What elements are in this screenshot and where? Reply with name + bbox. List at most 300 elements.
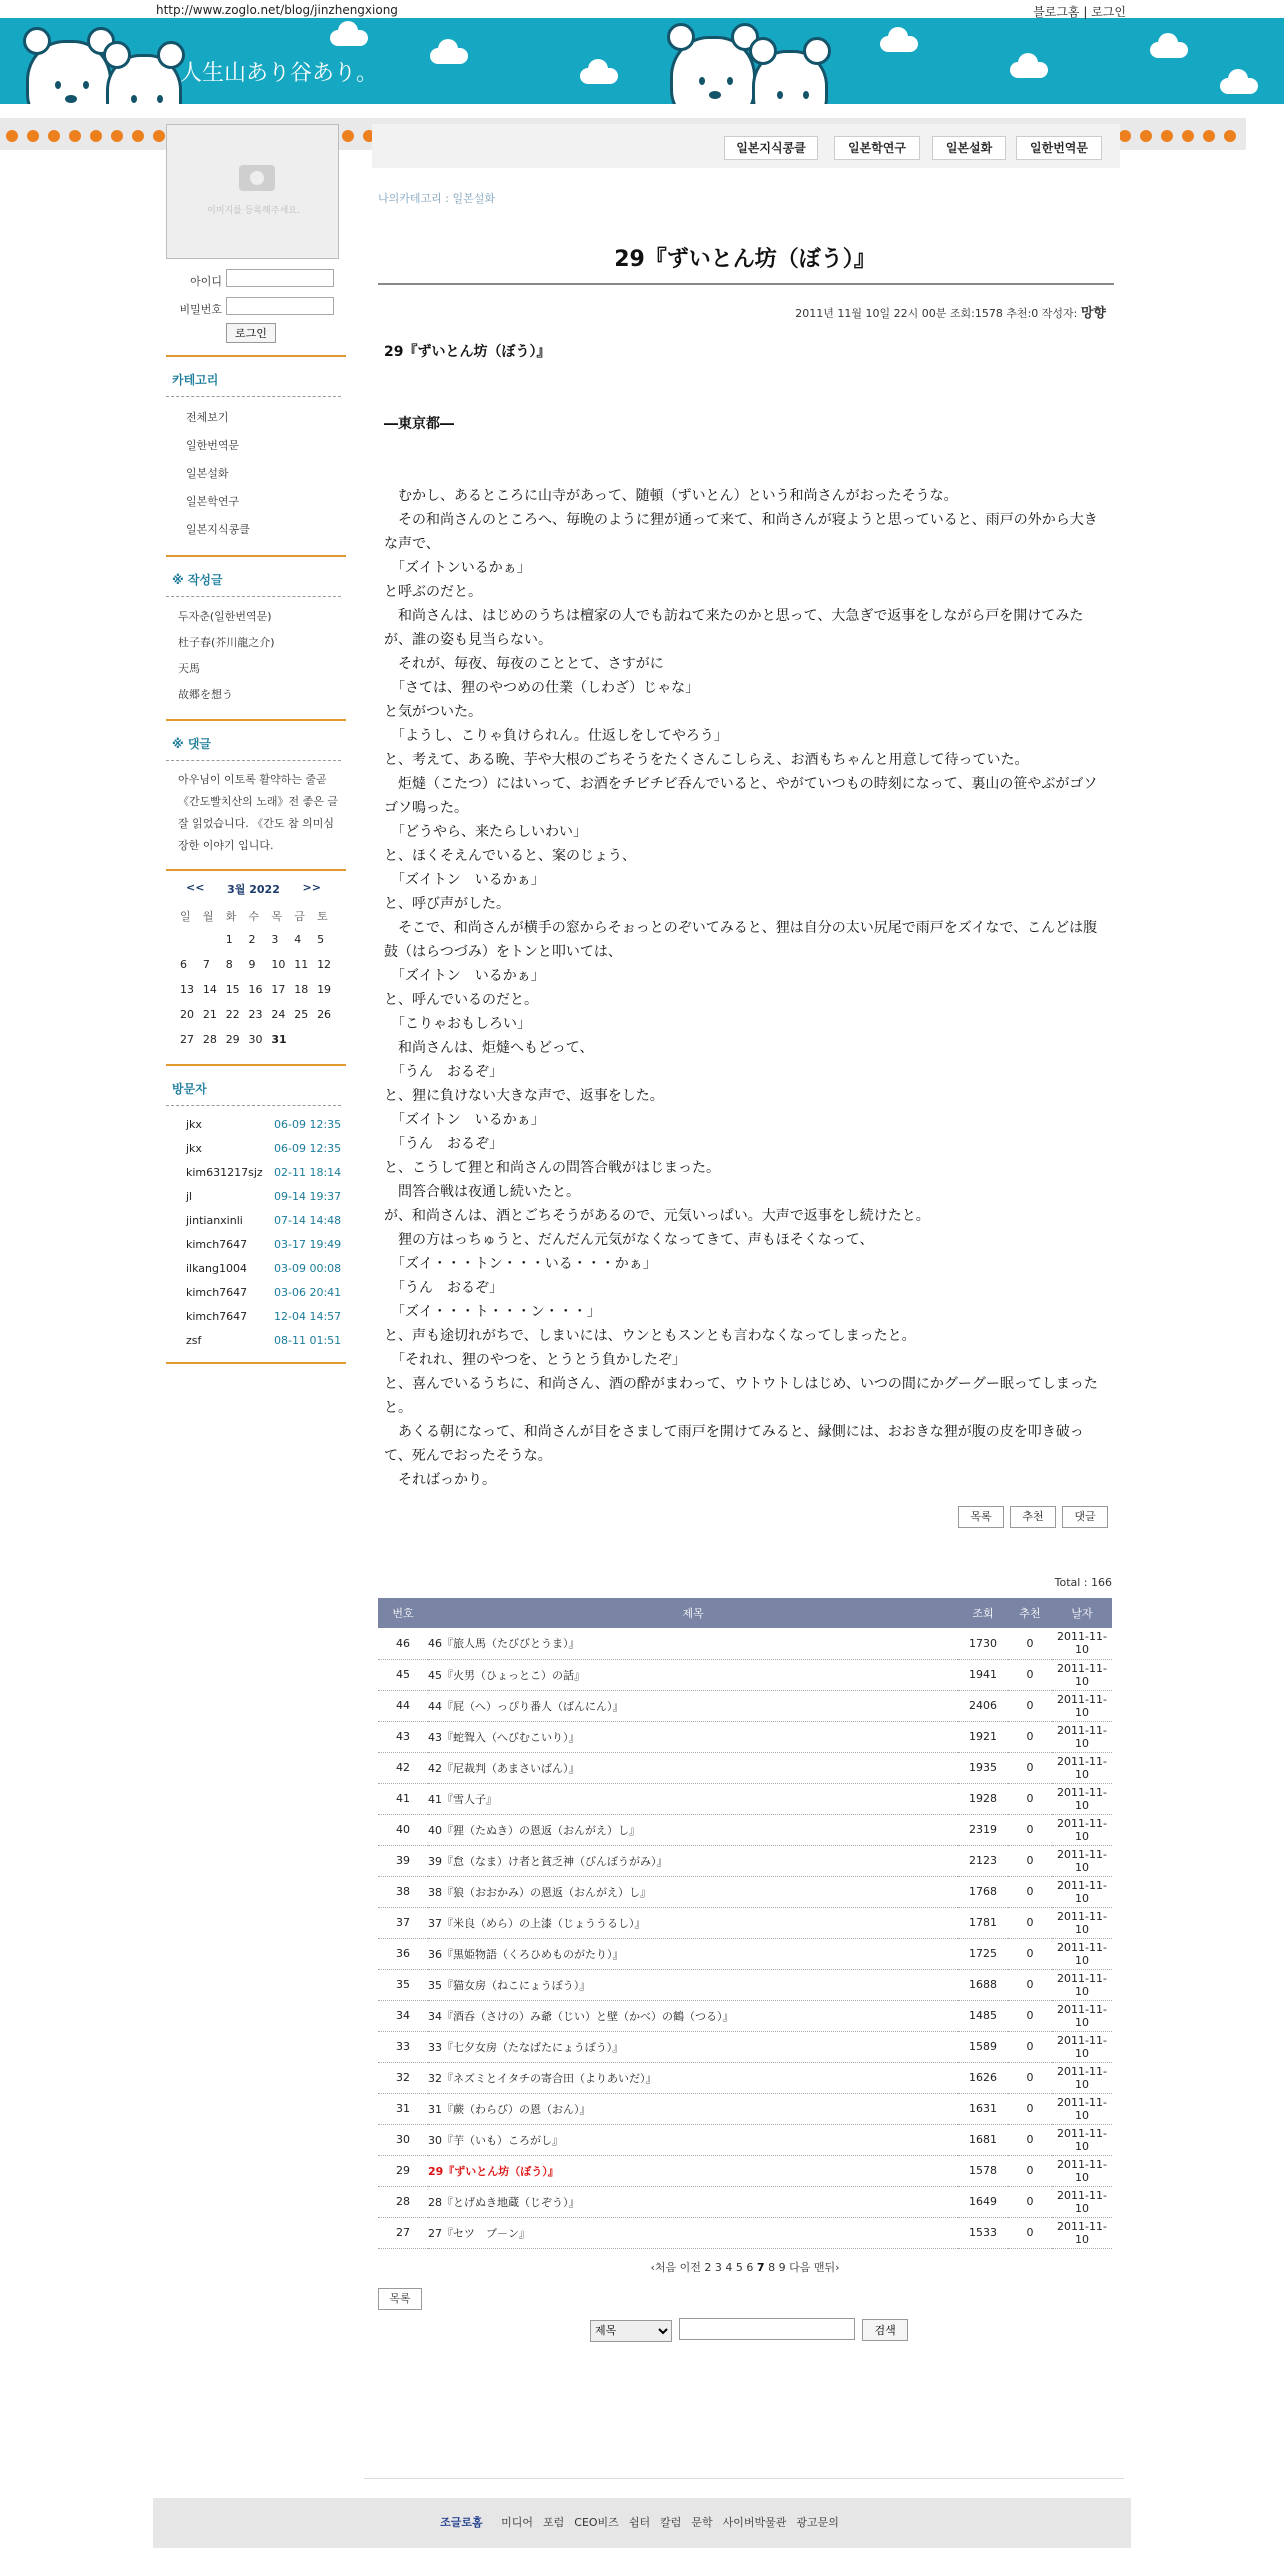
link-separator: | (1083, 5, 1088, 19)
ring-icon (27, 130, 39, 142)
footer-links (496, 2516, 844, 2529)
row-title[interactable]: 30『芋（いも）ころがし』 (428, 2124, 958, 2155)
calendar-day (203, 927, 226, 952)
visitor-row (166, 1112, 346, 1136)
row-recommends: 0 (1008, 1628, 1052, 1659)
visitor-name[interactable]: jkx (186, 1141, 202, 1155)
ring-icon (132, 130, 144, 142)
ring-icon (69, 130, 81, 142)
ring-icon (6, 130, 18, 142)
row-title[interactable]: 31『蕨（わらび）の恩（おん）』 (428, 2093, 958, 2124)
visitor-date: 02-11 18:14 (274, 1165, 342, 1179)
row-views: 1768 (958, 1876, 1008, 1907)
row-number: 39 (378, 1845, 428, 1876)
row-recommends: 0 (1008, 1907, 1052, 1938)
row-title[interactable]: 34『酒呑（さけの）み爺（じい）と壁（かべ）の鶴（つる）』 (428, 2000, 958, 2031)
table-row[interactable] (378, 1690, 1112, 1721)
recommend-button[interactable]: 추천 (1010, 1506, 1056, 1528)
sidebar (166, 124, 346, 1364)
row-date: 2011-11-10 (1052, 1690, 1112, 1721)
id-input[interactable] (226, 269, 334, 287)
table-row[interactable] (378, 1876, 1112, 1907)
calendar-day[interactable]: 3 (271, 933, 279, 946)
row-recommends: 0 (1008, 2000, 1052, 2031)
page-number-link[interactable]: 2 (704, 2261, 712, 2274)
cloud-icon (330, 30, 368, 46)
divider (166, 719, 346, 721)
calendar-day[interactable]: 1 (225, 933, 233, 946)
search-input[interactable] (679, 2318, 855, 2340)
row-number: 33 (378, 2031, 428, 2062)
calendar-day[interactable]: 11 (294, 958, 309, 971)
search-field-select[interactable] (590, 2320, 672, 2342)
row-views: 1921 (958, 1721, 1008, 1752)
row-views: 1781 (958, 1907, 1008, 1938)
divider (166, 1064, 346, 1066)
post-meta (378, 302, 1106, 321)
visitor-row (166, 1160, 346, 1184)
row-views: 1681 (958, 2124, 1008, 2155)
calendar-weekday: 월 (202, 910, 214, 923)
table-row[interactable] (378, 2093, 1112, 2124)
calendar-day[interactable]: 6 (180, 958, 187, 971)
calendar-day[interactable]: 29 (225, 1033, 240, 1046)
calendar-week (180, 1027, 340, 1052)
search-bar (590, 2318, 908, 2342)
visitor-row (166, 1208, 346, 1232)
post-total: Total : 166 (1054, 1576, 1112, 1589)
visitor-date: 03-06 20:41 (274, 1285, 342, 1299)
row-date: 2011-11-10 (1052, 1783, 1112, 1814)
post-place: ―東京都― (384, 416, 454, 432)
menu-item[interactable]: 일한번역문 (1016, 136, 1102, 160)
row-recommends: 0 (1008, 1876, 1052, 1907)
row-date: 2011-11-10 (1052, 1907, 1112, 1938)
post-author[interactable]: 망향 (1080, 306, 1106, 321)
row-views: 1935 (958, 1752, 1008, 1783)
footer-link[interactable]: 사이버박물관 (722, 2516, 787, 2529)
table-row[interactable] (378, 2000, 1112, 2031)
table-row[interactable] (378, 2062, 1112, 2093)
calendar-day[interactable]: 4 (294, 933, 302, 946)
recent-post-item[interactable]: 두자춘(일한번역문) (178, 610, 272, 623)
category-item[interactable]: 전체보기 (186, 411, 229, 424)
cloud-icon (1010, 62, 1048, 78)
recent-comment[interactable]: 아우님이 이토록 활약하는 줄곧 《간도빨치산의 노래》전 좋은 글 잘 읽었습니다. 《간도 참 의미심장한 이야기 입니다. (178, 773, 339, 852)
page-last[interactable]: 맨뒤› (813, 2261, 840, 2274)
calendar-weekday: 수 (248, 910, 260, 923)
top-links (1033, 3, 1126, 20)
row-number: 44 (378, 1690, 428, 1721)
search-button[interactable]: 검색 (862, 2319, 908, 2341)
row-title[interactable]: 35『猫女房（ねこにょうぼう）』 (428, 1969, 958, 2000)
calendar-week (180, 952, 340, 977)
table-row[interactable] (378, 2186, 1112, 2217)
blog-title[interactable]: 人生山あり谷あり。 (180, 61, 379, 86)
footer-link[interactable]: CEO비즈 (574, 2516, 619, 2529)
row-number: 28 (378, 2186, 428, 2217)
row-number: 32 (378, 2062, 428, 2093)
row-title[interactable]: 41『雪人子』 (428, 1783, 958, 1814)
category-menu (372, 124, 1120, 168)
row-title[interactable]: 43『蛇聟入（へびむこいり）』 (428, 1721, 958, 1752)
row-number: 45 (378, 1659, 428, 1690)
password-input[interactable] (226, 297, 334, 315)
table-row[interactable] (378, 1814, 1112, 1845)
header-edge (1246, 118, 1284, 150)
calendar-week (180, 977, 340, 1002)
table-row[interactable] (378, 2031, 1112, 2062)
column-header: 제목 (428, 1598, 958, 1628)
calendar-day[interactable]: 23 (248, 1008, 263, 1021)
row-recommends: 0 (1008, 1721, 1052, 1752)
row-date: 2011-11-10 (1052, 1721, 1112, 1752)
comments-title: ※ 댓글 (172, 737, 212, 751)
table-row[interactable] (378, 2155, 1112, 2186)
visitor-date: 09-14 19:37 (274, 1189, 342, 1203)
calendar-week (180, 1002, 340, 1027)
visitor-row (166, 1136, 346, 1160)
row-views: 2123 (958, 1845, 1008, 1876)
table-row[interactable] (378, 1938, 1112, 1969)
row-date: 2011-11-10 (1052, 2093, 1112, 2124)
calendar-weekday: 일 (180, 910, 191, 923)
row-title[interactable]: 32『ネズミとイタチの寄合田（よりあいだ）』 (428, 2062, 958, 2093)
post-title: 29『ずいとん坊（ぼう）』 (614, 247, 876, 272)
footer-link[interactable]: 미디어 (501, 2516, 533, 2529)
pw-label: 비밀번호 (179, 303, 222, 316)
row-title[interactable]: 37『米良（めら）の上漆（じょううるし）』 (428, 1907, 958, 1938)
page-number-link[interactable]: 8 (768, 2261, 776, 2274)
footer (153, 2498, 1131, 2548)
visitor-name[interactable]: zsf (186, 1333, 202, 1347)
category-item[interactable]: 일본학연구 (186, 495, 240, 508)
row-number: 29 (378, 2155, 428, 2186)
comment-button[interactable]: 댓글 (1062, 1506, 1108, 1528)
row-number: 38 (378, 1876, 428, 1907)
footer-link[interactable]: 칼럼 (660, 2516, 682, 2529)
calendar-week (180, 927, 340, 952)
ring-icon (90, 130, 102, 142)
row-views: 1485 (958, 2000, 1008, 2031)
row-date: 2011-11-10 (1052, 2000, 1112, 2031)
table-row[interactable] (378, 1752, 1112, 1783)
profile-photo (166, 124, 339, 259)
row-title[interactable]: 44『屁（へ）っぴり番人（ばんにん）』 (428, 1690, 958, 1721)
row-number: 43 (378, 1721, 428, 1752)
menu-item[interactable]: 일본학연구 (834, 136, 920, 160)
blog-url[interactable]: http://www.zoglo.net/blog/jinzhengxiong (156, 3, 398, 17)
calendar-weekday: 화 (225, 910, 237, 923)
visitor-list (166, 1112, 346, 1352)
recent-post-item[interactable]: 杜子春(芥川龍之介) (178, 636, 275, 649)
visitor-date: 06-09 12:35 (274, 1117, 342, 1131)
bottom-list-button[interactable]: 목록 (378, 2288, 422, 2310)
row-title[interactable]: 39『怠（なま）け者と貧乏神（びんぼうがみ）』 (428, 1845, 958, 1876)
ring-icon (111, 130, 123, 142)
row-recommends: 0 (1008, 1938, 1052, 1969)
footer-link[interactable]: 문학 (691, 2516, 713, 2529)
calendar-day[interactable]: 26 (317, 1008, 332, 1021)
calendar-day[interactable]: 18 (294, 983, 309, 996)
calendar-day (180, 927, 203, 952)
row-title[interactable]: 28『とげぬき地蔵（じぞう）』 (428, 2186, 958, 2217)
post-list-table (378, 1598, 1112, 2249)
calendar-day[interactable]: 8 (225, 958, 233, 971)
visitor-date: 07-14 14:48 (274, 1213, 342, 1227)
row-views: 2406 (958, 1690, 1008, 1721)
row-number: 27 (378, 2217, 428, 2248)
ring-icon (1161, 130, 1173, 142)
ring-icon (1140, 130, 1152, 142)
divider (166, 555, 346, 557)
column-header: 추천 (1008, 1598, 1052, 1628)
ring-icon (48, 130, 60, 142)
page-number-link[interactable]: 3 (714, 2261, 722, 2274)
footer-link[interactable]: 광고문의 (796, 2516, 839, 2529)
cloud-icon (880, 36, 918, 52)
row-number: 41 (378, 1783, 428, 1814)
row-number: 31 (378, 2093, 428, 2124)
row-views: 1631 (958, 2093, 1008, 2124)
table-row[interactable] (378, 1907, 1112, 1938)
category-item[interactable]: 일한번역문 (186, 439, 240, 452)
calendar-day[interactable]: 7 (202, 958, 210, 971)
page-number-link[interactable]: 9 (778, 2261, 786, 2274)
pagination (378, 2259, 1112, 2275)
calendar-day[interactable]: 20 (180, 1008, 194, 1021)
footer-link[interactable]: 포럼 (543, 2516, 565, 2529)
page-number-link[interactable]: 6 (746, 2261, 754, 2274)
menu-item[interactable]: 일본지식콩클 (724, 136, 818, 160)
footer-link[interactable]: 쉼터 (628, 2516, 651, 2529)
post-text: むかし、あるところに山寺があって、随頓（ずいとん）という和尚さんがおったそうな。 その和尚さんのところへ、毎晩のように狸が通って来て、和尚さんが寝ようと思っていると、雨戸の外から大きな声で、 「ズイトンいるかぁ」 と呼ぶのだと。 和尚さんは、はじめのうちは檀家の人でも訪ねて来たのかと思って、大急ぎで返事をしながら戸を開けてみたが、誰の姿も見当らない。 それが、毎夜、毎夜のこととて、さすがに 「さては、狸のやつめの仕業（しわざ）じゃな」 と気がついた。 「ようし、こりゃ負けられん。仕返しをしてやろう」 と、考えて、ある晩、芋や大根のごちそうをたくさんこしらえ、お酒もちゃんと用意して待っていた。 炬燵（こたつ）にはいって、お酒をチビチビ呑んでいると、やがていつもの時刻になって、裏山の笹やぶがゴソゴソ鳴った。 「どうやら、来たらしいわい」 と、ほくそえんでいると、案のじょう、 「ズイトン いるかぁ」 と、呼び声がした。 そこで、和尚さんが横手の窓からそぉっとのぞいてみると、狸は自分の太い尻尾で雨戸をズイなで、こんどは腹鼓（はらつづみ）をトンと叩いては、 「ズイトン いるかぁ」 と、呼んでいるのだと。 「こりゃおもしろい」 和尚さんは、炬燵へもどって、 「うん おるぞ」 と、狸に負けない大きな声で、返事をした。 「ズイトン いるかぁ」 「うん おるぞ」 と、こうして狸と和尚さんの問答合戦がはじまった。 問答合戦は夜通し続いたと。 が、和尚さんは、酒とごちそうがあるので、元気いっぱい。大声で返事をし続けたと。 狸の方はっちゅうと、だんだん元気がなくなってきて、声もほそくなって、 「ズイ・・・トン・・・いる・・・かぁ」 「うん おるぞ」 「ズイ・・・ト・・・ン・・・」 と、声も途切れがちで、しまいには、ウンともスンとも言わなくなってしまったと。 「それれ、狸のやつを、とうとう負かしたぞ」 と、喜んでいるうちに、和尚さん、酒の酔がまわって、ウトウトしはじめ、いつの間にかグーグー眠ってしまったと。 あくる朝になって、和尚さんが目をさまして雨戸を開けてみると、縁側には、おおきな狸が腹の皮を叩き破って、死んでおったそうな。 そればっかり。 (384, 488, 1098, 1488)
row-views: 2319 (958, 1814, 1008, 1845)
calendar-day[interactable]: 28 (202, 1033, 217, 1046)
calendar-next-button[interactable]: >> (302, 881, 321, 894)
row-date: 2011-11-10 (1052, 2062, 1112, 2093)
row-number: 30 (378, 2124, 428, 2155)
footer-divider (364, 2478, 1124, 2479)
row-recommends: 0 (1008, 2093, 1052, 2124)
row-date: 2011-11-10 (1052, 2217, 1112, 2248)
row-recommends: 0 (1008, 1783, 1052, 1814)
row-number: 34 (378, 2000, 428, 2031)
cloud-icon (1220, 78, 1258, 94)
calendar-day[interactable]: 16 (248, 983, 263, 996)
ring-icon (1182, 130, 1194, 142)
category-item[interactable]: 일본설화 (186, 467, 229, 480)
visitor-date: 03-17 19:49 (274, 1237, 342, 1251)
row-title[interactable]: 36『黒姫物語（くろひめものがたり）』 (428, 1938, 958, 1969)
id-label: 아이디 (190, 275, 222, 288)
visitor-row (166, 1232, 346, 1256)
divider (166, 355, 346, 357)
table-row[interactable] (378, 1659, 1112, 1690)
ring-icon (153, 130, 165, 142)
row-date: 2011-11-10 (1052, 2155, 1112, 2186)
visitors-title: 방문자 (172, 1082, 207, 1096)
row-recommends: 0 (1008, 2031, 1052, 2062)
row-recommends: 0 (1008, 2155, 1052, 2186)
recent-post-item[interactable]: 故郷を想う (178, 688, 233, 701)
table-row[interactable] (378, 2124, 1112, 2155)
divider (166, 1105, 341, 1106)
recent-post-item[interactable]: 天馬 (178, 662, 200, 675)
row-views: 1725 (958, 1938, 1008, 1969)
table-row[interactable] (378, 1628, 1112, 1659)
calendar-weekday: 금 (294, 910, 305, 923)
row-number: 46 (378, 1628, 428, 1659)
calendar-day[interactable]: 30 (248, 1033, 263, 1046)
visitor-row (166, 1328, 346, 1352)
row-title[interactable]: 33『七夕女房（たなばたにょうぼう）』 (428, 2031, 958, 2062)
row-views: 1928 (958, 1783, 1008, 1814)
row-title[interactable]: 40『狸（たぬき）の恩返（おんがえ）し』 (428, 1814, 958, 1845)
visitor-row (166, 1256, 346, 1280)
post-body (384, 340, 1106, 1492)
ring-icon (1119, 130, 1131, 142)
table-row[interactable] (378, 1845, 1112, 1876)
row-date: 2011-11-10 (1052, 1659, 1112, 1690)
footer-brand-link[interactable]: 조글로홈 (440, 2516, 483, 2529)
calendar-day[interactable]: 19 (317, 983, 332, 996)
calendar-day[interactable]: 13 (180, 983, 194, 996)
row-recommends: 0 (1008, 1845, 1052, 1876)
visitor-name[interactable]: kimch7647 (186, 1237, 248, 1251)
row-title[interactable]: 29『ずいとん坊（ぼう）』 (428, 2155, 958, 2186)
calendar-prev-button[interactable]: << (186, 881, 205, 894)
row-views: 1533 (958, 2217, 1008, 2248)
visitor-row (166, 1280, 346, 1304)
row-title[interactable]: 45『火男（ひょっとこ）の話』 (428, 1659, 958, 1690)
ring-icon (1203, 130, 1215, 142)
calendar-weekday: 목 (271, 910, 283, 923)
row-date: 2011-11-10 (1052, 1938, 1112, 1969)
row-title[interactable]: 38『狼（おおかみ）の恩返（おんがえ）し』 (428, 1876, 958, 1907)
page-next[interactable]: 다음 (789, 2261, 811, 2274)
visitor-name[interactable]: kimch7647 (186, 1285, 248, 1299)
calendar-day[interactable]: 10 (271, 958, 286, 971)
calendar-day[interactable]: 31 (271, 1033, 287, 1046)
row-recommends: 0 (1008, 1814, 1052, 1845)
row-title[interactable]: 42『尼裁判（あまさいばん）』 (428, 1752, 958, 1783)
row-views: 1578 (958, 2155, 1008, 2186)
row-date: 2011-11-10 (1052, 1876, 1112, 1907)
row-title[interactable]: 46『旅人馬（たびびとうま）』 (428, 1628, 958, 1659)
post-heading: 29『ずいとん坊（ぼう）』 (384, 344, 551, 360)
page-number-link[interactable]: 5 (735, 2261, 743, 2274)
calendar-day[interactable]: 14 (202, 983, 217, 996)
row-recommends: 0 (1008, 2124, 1052, 2155)
row-recommends: 0 (1008, 1690, 1052, 1721)
visitor-date: 08-11 01:51 (274, 1333, 342, 1347)
pw-row (166, 297, 346, 319)
login-link[interactable]: 로그인 (1091, 5, 1126, 19)
visitor-name[interactable]: kimch7647 (186, 1309, 248, 1323)
category-title: 카테고리 (172, 373, 219, 387)
table-row[interactable] (378, 1721, 1112, 1752)
table-row[interactable] (378, 1783, 1112, 1814)
visitor-name[interactable]: jintianxinli (186, 1213, 243, 1227)
page-number-link[interactable]: 4 (725, 2261, 733, 2274)
page-first[interactable]: ‹처음 (650, 2261, 677, 2274)
calendar-day[interactable]: 5 (317, 933, 325, 946)
calendar-day[interactable]: 24 (271, 1008, 286, 1021)
calendar-day[interactable]: 9 (248, 958, 256, 971)
page-number-link[interactable]: 7 (756, 2261, 765, 2274)
cloud-icon (430, 48, 468, 64)
row-number: 36 (378, 1938, 428, 1969)
row-recommends: 0 (1008, 2217, 1052, 2248)
camera-icon (239, 165, 275, 191)
visitor-date: 03-09 00:08 (274, 1261, 342, 1275)
page-prev[interactable]: 이전 (679, 2261, 701, 2274)
visitor-name[interactable]: jkx (186, 1117, 202, 1131)
visitor-date: 12-04 14:57 (274, 1309, 342, 1323)
row-recommends: 0 (1008, 1969, 1052, 2000)
row-recommends: 0 (1008, 2186, 1052, 2217)
visitor-row (166, 1304, 346, 1328)
calendar-day[interactable]: 21 (202, 1008, 217, 1021)
visitor-name[interactable]: ilkang1004 (186, 1261, 247, 1275)
table-row[interactable] (378, 2217, 1112, 2248)
calendar-day[interactable]: 27 (180, 1033, 194, 1046)
row-views: 1589 (958, 2031, 1008, 2062)
visitor-name[interactable]: kim631217sjz (186, 1165, 263, 1179)
photo-placeholder-text: 이미지를 등록해주세요. (207, 206, 300, 216)
row-number: 35 (378, 1969, 428, 2000)
table-row[interactable] (378, 1969, 1112, 2000)
calendar-day[interactable]: 15 (225, 983, 240, 996)
row-title[interactable]: 27『セツ ブ－ン』 (428, 2217, 958, 2248)
row-date: 2011-11-10 (1052, 2186, 1112, 2217)
divider (166, 596, 341, 597)
row-number: 40 (378, 1814, 428, 1845)
list-button[interactable]: 목록 (958, 1506, 1004, 1528)
calendar-day[interactable]: 2 (248, 933, 256, 946)
calendar-weekday: 토 (317, 910, 328, 923)
calendar-day[interactable]: 12 (317, 958, 332, 971)
row-views: 1688 (958, 1969, 1008, 2000)
calendar-day[interactable]: 22 (225, 1008, 240, 1021)
row-views: 1626 (958, 2062, 1008, 2093)
calendar-day (317, 1027, 340, 1052)
calendar-day[interactable]: 25 (294, 1008, 309, 1021)
row-recommends: 0 (1008, 1659, 1052, 1690)
row-number: 37 (378, 1907, 428, 1938)
row-number: 42 (378, 1752, 428, 1783)
calendar-day[interactable]: 17 (271, 983, 286, 996)
category-item[interactable]: 일본지식콩클 (186, 523, 250, 536)
id-row (166, 269, 346, 291)
login-button[interactable]: 로그인 (226, 323, 276, 343)
calendar-day (294, 1027, 317, 1052)
visitor-name[interactable]: jl (186, 1189, 193, 1203)
row-date: 2011-11-10 (1052, 2031, 1112, 2062)
blog-home-link[interactable]: 블로그홈 (1033, 5, 1080, 19)
row-date: 2011-11-10 (1052, 1628, 1112, 1659)
category-list (166, 403, 346, 543)
column-header: 날자 (1052, 1598, 1112, 1628)
divider (166, 396, 341, 397)
row-recommends: 0 (1008, 1752, 1052, 1783)
menu-item[interactable]: 일본설화 (932, 136, 1006, 160)
breadcrumb[interactable]: 나의카테고리 : 일본설화 (378, 192, 495, 205)
divider (166, 869, 346, 871)
row-views: 1649 (958, 2186, 1008, 2217)
row-date: 2011-11-10 (1052, 1969, 1112, 2000)
